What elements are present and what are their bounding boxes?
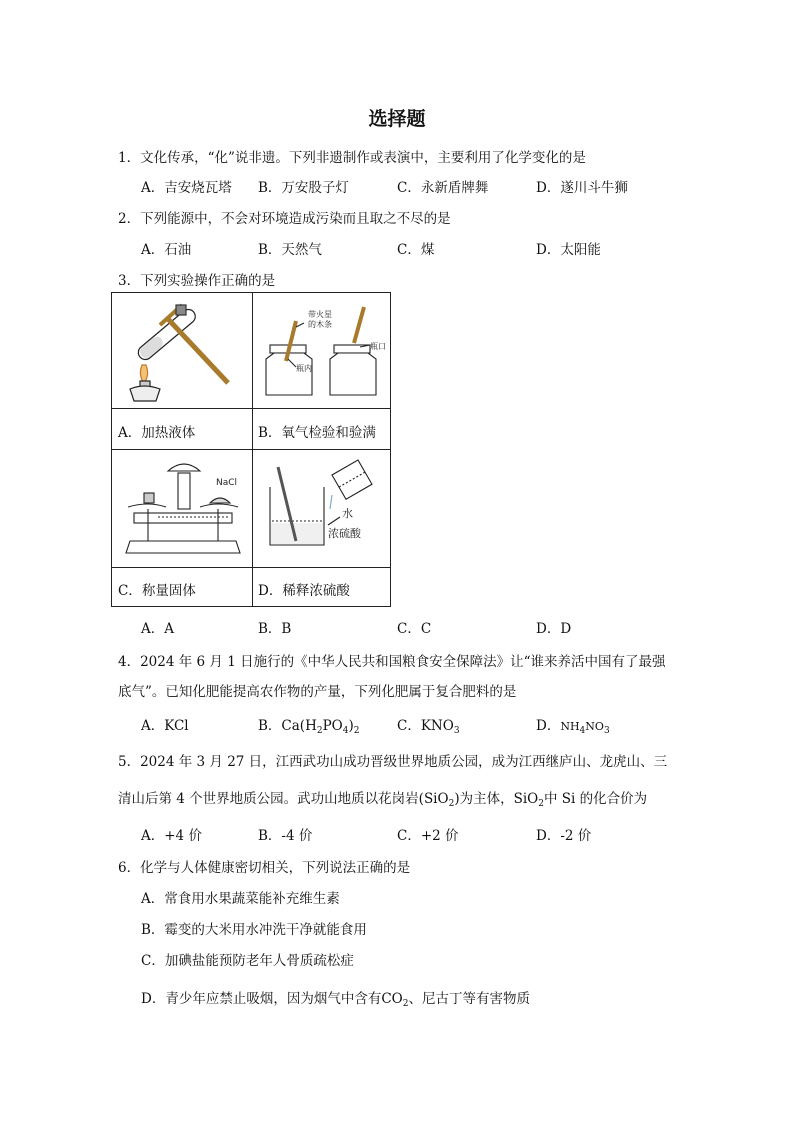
- question-4-stem-line1: 4．2024 年 6 月 1 日施行的《中华人民共和国粮食安全保障法》让“谁来养活中国有了最强: [118, 654, 666, 670]
- q1-option-c[interactable]: C．永新盾牌舞: [397, 180, 489, 196]
- question-5-stem-line1: 5．2024 年 3 月 27 日，江西武功山成功晋级世界地质公园，成为江西继庐山、龙虎山、三: [118, 754, 668, 770]
- q4-option-a[interactable]: A．KCl: [141, 718, 189, 734]
- section-title: 选择题: [368, 108, 426, 130]
- q3-cell-d-label: D．稀释浓硫酸: [258, 583, 350, 599]
- oxygen-test-figure: [256, 297, 388, 405]
- b-label-mouth: 瓶口: [370, 342, 386, 351]
- b-label-stick: 带火星: [308, 310, 332, 319]
- q3-cell-c-label: C．称量固体: [118, 583, 196, 599]
- q5-option-d[interactable]: D．-2 价: [536, 828, 592, 844]
- q6-option-d[interactable]: D．青少年应禁止吸烟，因为烟气中含有$CO_2$、尼古丁等有害物质: [141, 991, 530, 1009]
- q6-option-c[interactable]: C．加碘盐能预防老年人骨质疏松症: [141, 953, 354, 969]
- question-5-stem-line2: 清山后第 4 个世界地质公园。武功山地质以花岗岩(SiO$_2$)为主体，SiO$_2$中 Si 的化合价为: [118, 791, 648, 809]
- q3-option-d[interactable]: D．D: [536, 621, 572, 637]
- q5-option-a[interactable]: A．+4 价: [141, 828, 202, 844]
- q5-option-b[interactable]: B．-4 价: [258, 828, 313, 844]
- question-1-stem: 1．文化传承，“化”说非遗。下列非遗制作或表演中，主要利用了化学变化的是: [118, 150, 586, 166]
- q3-option-c[interactable]: C．C: [397, 621, 432, 637]
- q3-cell-a-label: A．加热液体: [118, 425, 196, 441]
- c-label-nacl: NaCl: [216, 478, 238, 488]
- q3-cell-b-label: B．氧气检验和验满: [258, 425, 376, 441]
- d-label-acid: 浓硫酸: [328, 527, 361, 540]
- q1-option-a[interactable]: A．吉安烧瓦塔: [141, 180, 232, 196]
- q5-option-c[interactable]: C．+2 价: [397, 828, 459, 844]
- q3-option-b[interactable]: B．B: [258, 621, 292, 637]
- dilution-figure: [258, 453, 388, 563]
- q6-option-b[interactable]: B．霉变的大米用水冲洗干净就能食用: [141, 922, 367, 938]
- d-label-water: 水: [342, 507, 353, 520]
- q3-figure-table: [111, 292, 391, 607]
- q3-option-a[interactable]: A．A: [141, 621, 174, 637]
- heating-liquid-figure: [120, 297, 246, 405]
- q1-option-b[interactable]: B．万安股子灯: [258, 180, 349, 196]
- q6-option-a[interactable]: A．常食用水果蔬菜能补充维生素: [141, 891, 340, 907]
- question-3-stem: 3．下列实验操作正确的是: [118, 273, 276, 289]
- q4-option-b[interactable]: B．$Ca(H_2PO_4)_2$: [258, 718, 360, 736]
- balance-figure: [118, 453, 248, 563]
- question-6-stem: 6．化学与人体健康密切相关，下列说法正确的是: [118, 860, 411, 876]
- q4-option-d[interactable]: D．$NH_4NO_3$: [536, 718, 610, 736]
- q2-option-b[interactable]: B．天然气: [258, 242, 322, 258]
- q2-option-d[interactable]: D．太阳能: [536, 242, 601, 258]
- question-4-stem-line2: 底气”。已知化肥能提高农作物的产量，下列化肥属于复合肥料的是: [118, 684, 517, 700]
- question-2-stem: 2．下列能源中，不会对环境造成污染而且取之不尽的是: [118, 211, 451, 227]
- b-label-stick2: 的木条: [308, 320, 332, 329]
- q4-option-c[interactable]: C．$KNO_3$: [397, 718, 460, 736]
- q2-option-a[interactable]: A．石油: [141, 242, 192, 258]
- b-label-inside: 瓶内: [296, 364, 312, 373]
- q2-option-c[interactable]: C．煤: [397, 242, 435, 258]
- q1-option-d[interactable]: D．遂川斗牛狮: [536, 180, 628, 196]
